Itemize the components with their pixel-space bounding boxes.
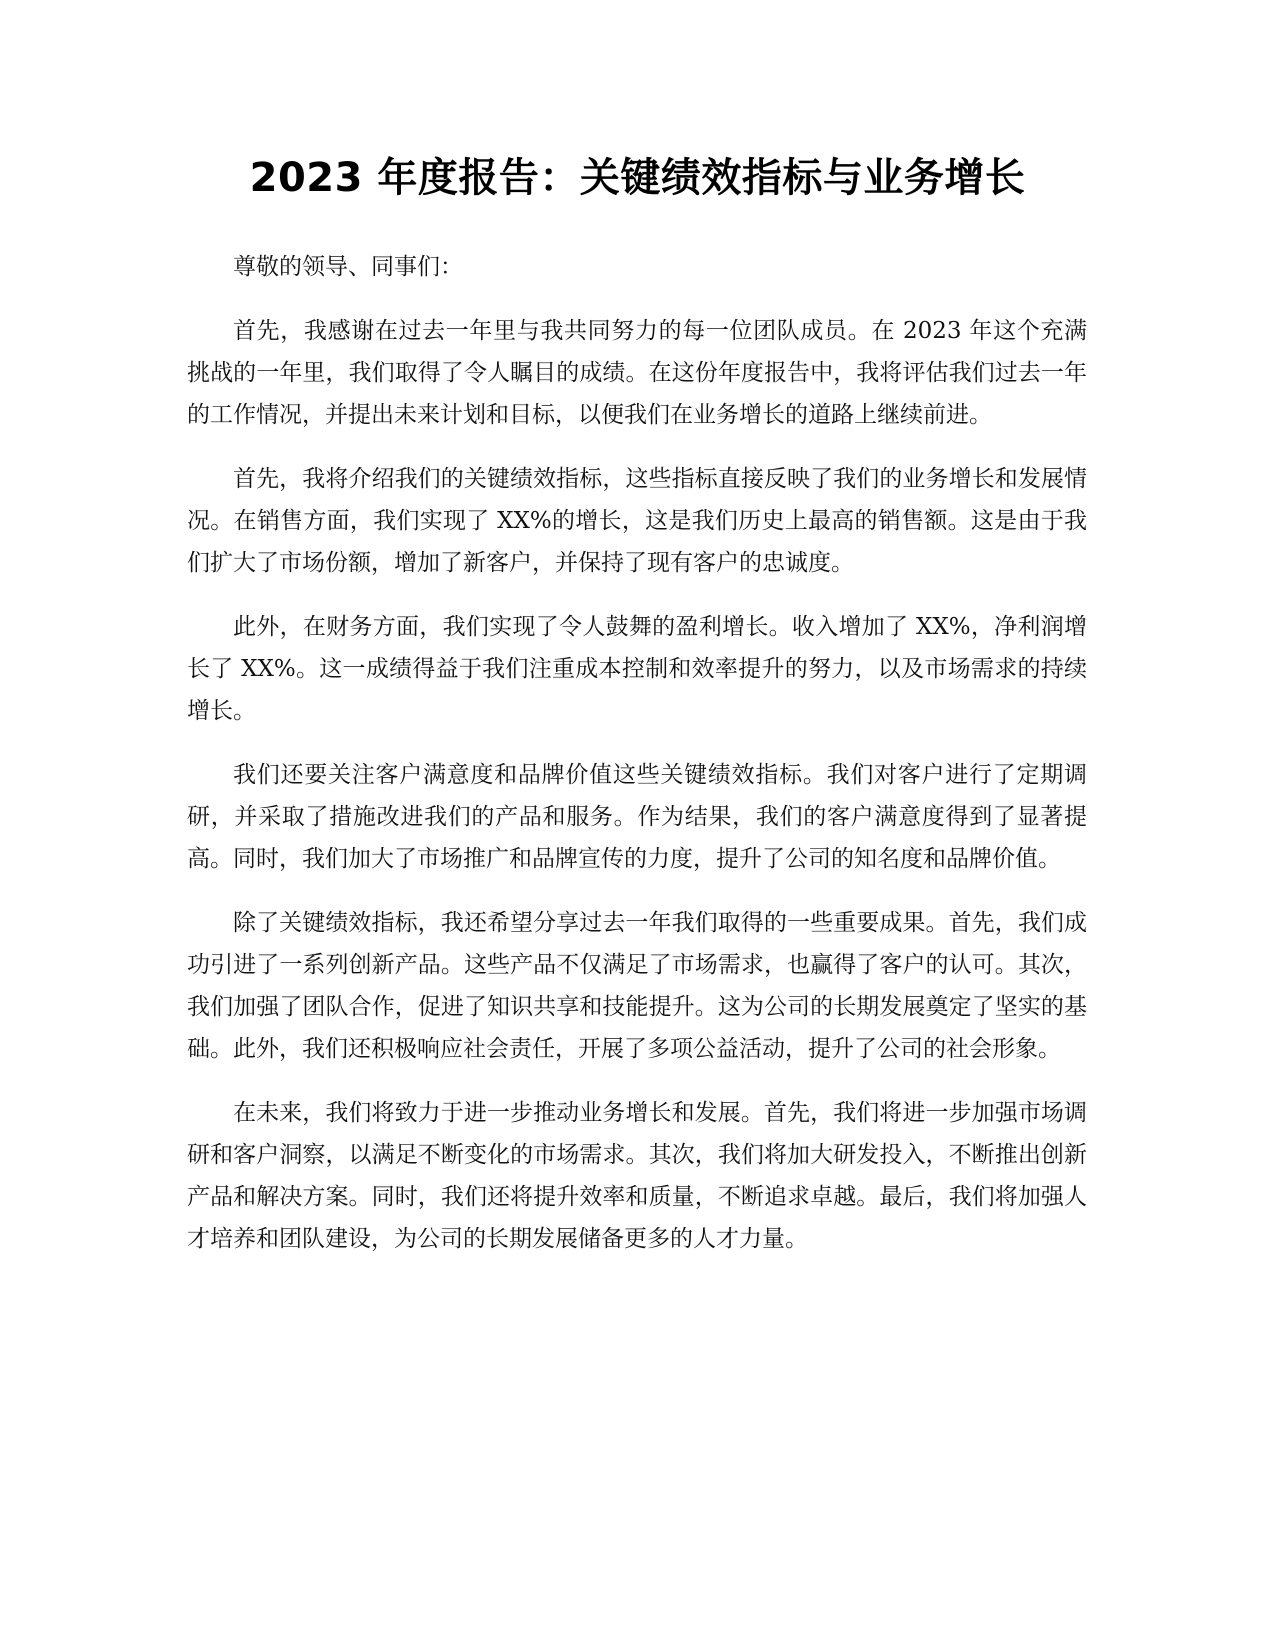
document-title: 2023 年度报告：关键绩效指标与业务增长 <box>249 155 1026 201</box>
body-paragraph-3: 此外，在财务方面，我们实现了令人鼓舞的盈利增长。收入增加了 XX%，净利润增长了 XX%。这一成绩得益于我们注重成本控制和效率提升的努力，以及市场需求的持续增长。 <box>187 614 1087 724</box>
body-paragraph-2: 首先，我将介绍我们的关键绩效指标，这些指标直接反映了我们的业务增长和发展情况。在销售方面，我们实现了 XX%的增长，这是我们历史上最高的销售额。这是由于我们扩大了市场份额，增加了新客户，并保持了现有客户的忠诚度。 <box>187 466 1087 576</box>
body-paragraph-4: 我们还要关注客户满意度和品牌价值这些关键绩效指标。我们对客户进行了定期调研，并采取了措施改进我们的产品和服务。作为结果，我们的客户满意度得到了显著提高。同时，我们加大了市场推广和品牌宣传的力度，提升了公司的知名度和品牌价值。 <box>187 762 1087 872</box>
document-body <box>187 246 1087 1282</box>
body-paragraph-5: 除了关键绩效指标，我还希望分享过去一年我们取得的一些重要成果。首先，我们成功引进了一系列创新产品。这些产品不仅满足了市场需求，也赢得了客户的认可。其次，我们加强了团队合作，促进了知识共享和技能提升。这为公司的长期发展奠定了坚实的基础。此外，我们还积极响应社会责任，开展了多项公益活动，提升了公司的社会形象。 <box>187 910 1087 1062</box>
body-paragraph-6: 在未来，我们将致力于进一步推动业务增长和发展。首先，我们将进一步加强市场调研和客户洞察，以满足不断变化的市场需求。其次，我们将加大研发投入，不断推出创新产品和解决方案。同时，我们还将提升效率和质量，不断追求卓越。最后，我们将加强人才培养和团队建设，为公司的长期发展储备更多的人才力量。 <box>187 1100 1087 1252</box>
greeting-paragraph: 尊敬的领导、同事们： <box>233 254 463 280</box>
body-paragraph-1: 首先，我感谢在过去一年里与我共同努力的每一位团队成员。在 2023 年这个充满挑战的一年里，我们取得了令人瞩目的成绩。在这份年度报告中，我将评估我们过去一年的工作情况，并提出未来计划和目标，以便我们在业务增长的道路上继续前进。 <box>187 318 1087 428</box>
